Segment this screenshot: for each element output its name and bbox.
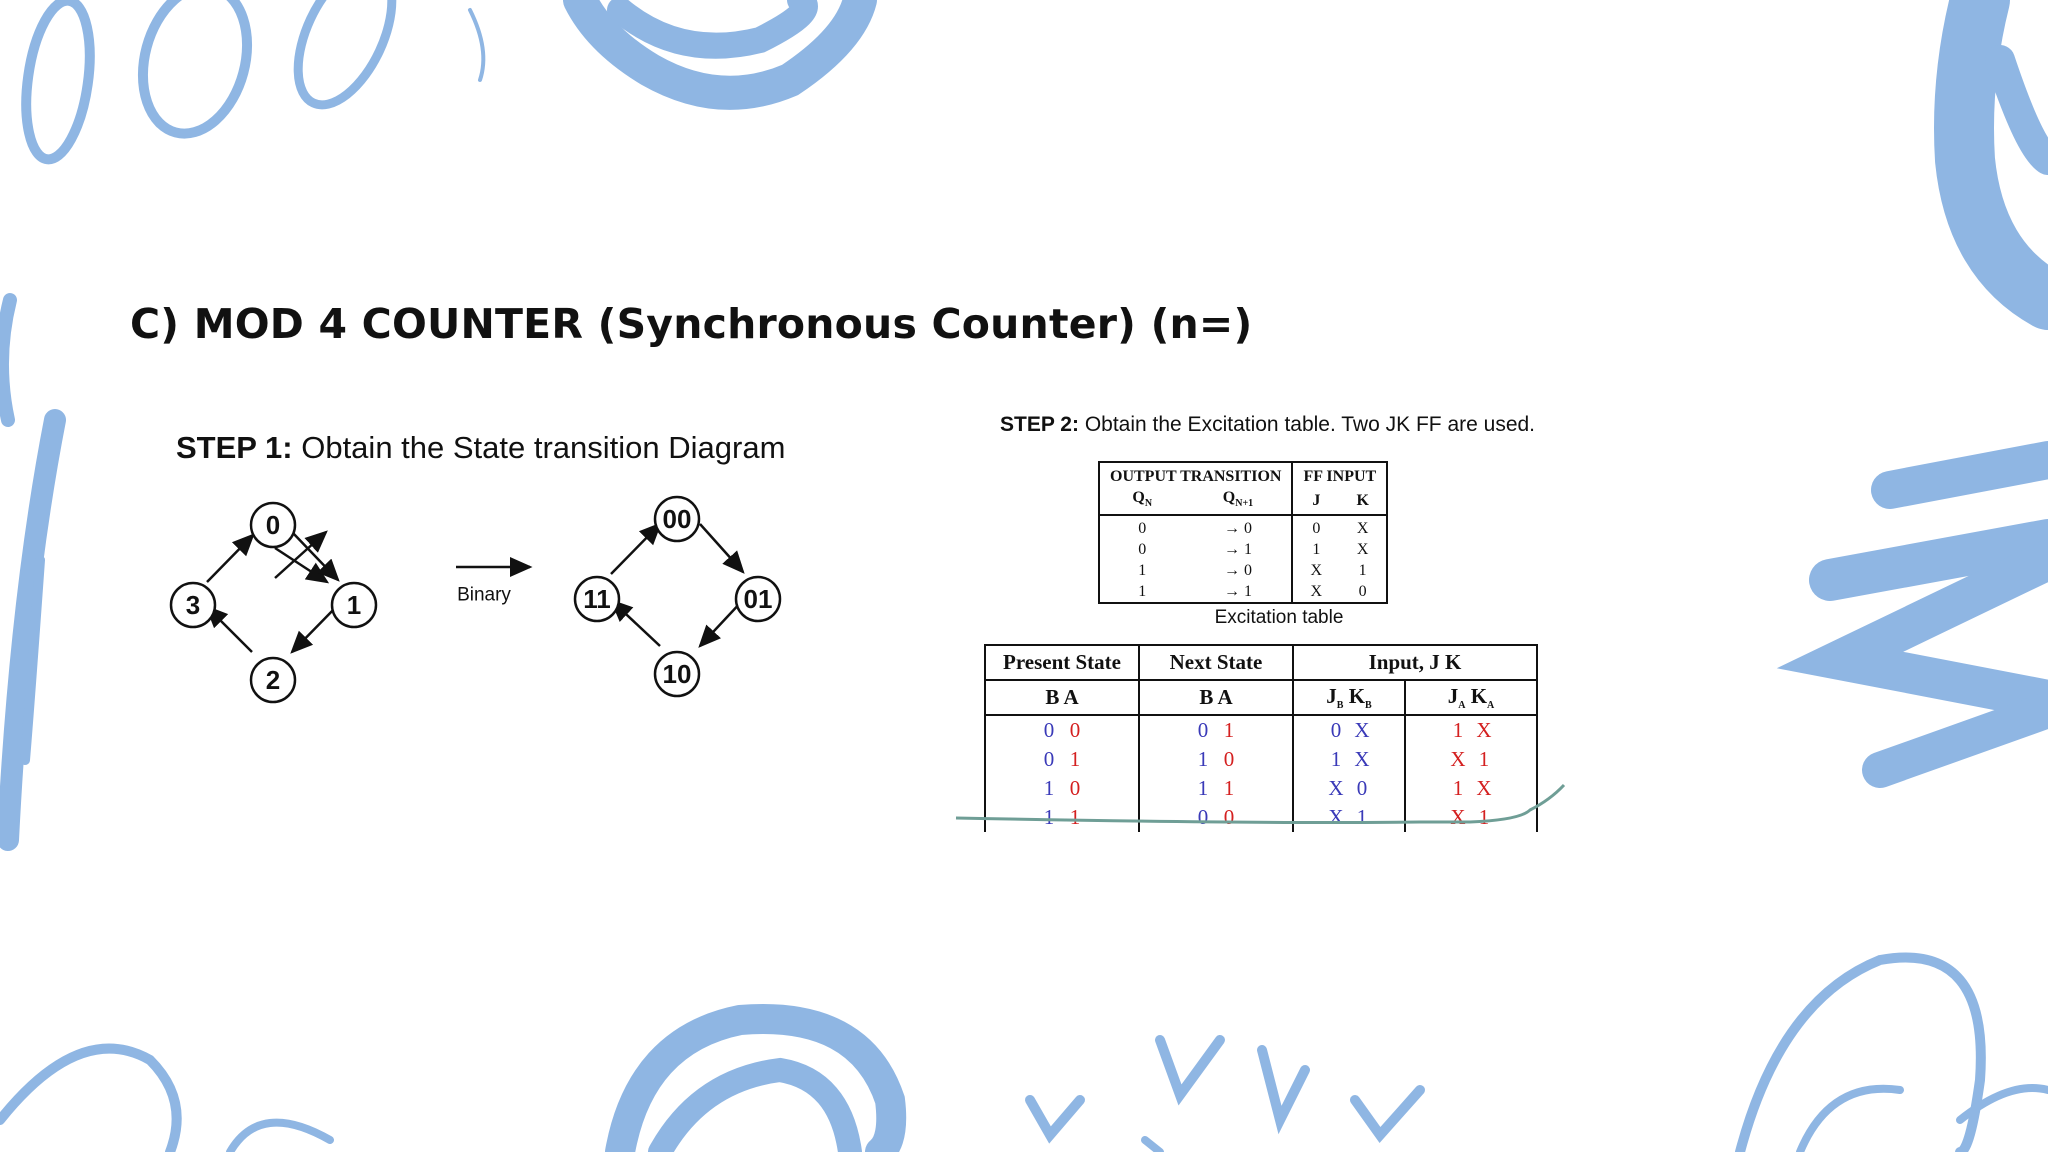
arrow-icon: → — [1223, 541, 1244, 559]
arrow-icon: → — [1223, 562, 1244, 580]
state-value: 1 — [1478, 805, 1490, 829]
state-value: 1 — [1223, 776, 1235, 800]
col-next-state: Next State — [1139, 645, 1293, 680]
exc-row — [1099, 581, 1387, 603]
exc-value: 0 — [1138, 520, 1147, 538]
state-value: X — [1476, 718, 1492, 742]
state-value: 0 — [1069, 776, 1081, 800]
exc-cell — [1292, 515, 1339, 539]
transition-arrow — [612, 601, 660, 646]
state-value: 0 — [1197, 805, 1209, 829]
state-label: 10 — [662, 659, 692, 689]
state-value: 0 — [1223, 747, 1235, 771]
exc-value: 1 — [1243, 583, 1252, 601]
exc-value: 1 — [1358, 562, 1367, 580]
exc-cell — [1099, 515, 1184, 539]
state-value: X — [1450, 805, 1466, 829]
state-value: 0 — [1043, 747, 1055, 771]
state-value: 1 — [1043, 776, 1055, 800]
state-label: 1 — [346, 590, 362, 620]
exc-row — [1099, 515, 1387, 539]
exc-value: 0 — [1312, 520, 1321, 538]
state-value: 1 — [1043, 805, 1055, 829]
exc-sub-k: K — [1339, 487, 1387, 515]
exc-value: 0 — [1138, 541, 1147, 559]
exc-value: X — [1356, 520, 1369, 538]
step1-text: Obtain the State transition Diagram — [301, 430, 786, 465]
state-value: 0 — [1043, 718, 1055, 742]
state-value: X — [1354, 747, 1370, 771]
state-value: 1 — [1069, 747, 1081, 771]
exc-sub-j: J — [1292, 487, 1339, 515]
state-transition-diagram — [150, 480, 830, 730]
sub-next-ba: B A — [1139, 680, 1293, 715]
state-value: 0 — [1197, 718, 1209, 742]
state-label: 00 — [662, 504, 692, 534]
state-table-frame — [950, 640, 1650, 840]
state-value: 1 — [1223, 718, 1235, 742]
col-input-jk: Input, J K — [1293, 645, 1537, 680]
state-value: 1 — [1197, 776, 1209, 800]
arrow-icon: → — [1223, 520, 1244, 538]
step2-heading — [1000, 413, 1535, 437]
exc-value: 0 — [1358, 583, 1367, 601]
page-title: C) MOD 4 COUNTER (Synchronous Counter) (n=) — [130, 300, 1253, 348]
exc-sub-qn1: $Q_{N+1}$ — [1184, 487, 1292, 515]
step1-heading — [176, 430, 785, 466]
exc-cell — [1099, 560, 1184, 581]
exc-value: X — [1356, 541, 1369, 559]
exc-cell — [1184, 560, 1292, 581]
sub-ja-ka: $J_A$ $K_A$ — [1405, 680, 1537, 715]
state-value: X — [1476, 776, 1492, 800]
state-value: X — [1328, 805, 1344, 829]
state-value: 1 — [1452, 718, 1464, 742]
state-label: 0 — [265, 510, 281, 540]
state-value: 0 — [1069, 718, 1081, 742]
exc-cell — [1184, 539, 1292, 560]
sub-present-ba: B A — [985, 680, 1139, 715]
col-present-state: Present State — [985, 645, 1139, 680]
exc-header-ff-input: FF INPUT — [1292, 462, 1387, 487]
exc-value: 0 — [1243, 520, 1252, 538]
exc-header-output: OUTPUT TRANSITION — [1110, 468, 1282, 485]
state-label: 3 — [185, 590, 201, 620]
exc-cell — [1292, 539, 1339, 560]
exc-cell — [1099, 581, 1184, 603]
state-value: 1 — [1197, 747, 1209, 771]
exc-cell — [1292, 581, 1339, 603]
step1-label: STEP 1: — [176, 430, 293, 465]
excitation-table — [1098, 461, 1388, 604]
sub-jb-kb: $J_B$ $K_B$ — [1293, 680, 1405, 715]
exc-cell — [1099, 539, 1184, 560]
exc-cell — [1339, 560, 1387, 581]
exc-value: 0 — [1243, 562, 1252, 580]
exc-cell — [1339, 515, 1387, 539]
transition-arrow — [207, 535, 253, 582]
state-value: 0 — [1223, 805, 1235, 829]
state-label: 11 — [583, 584, 611, 614]
transition-arrow — [292, 605, 338, 652]
state-value: X — [1450, 747, 1466, 771]
exc-value: 1 — [1138, 562, 1147, 580]
exc-cell — [1292, 560, 1339, 581]
exc-cell — [1339, 581, 1387, 603]
state-value: 1 — [1452, 776, 1464, 800]
state-value: 0 — [1356, 776, 1368, 800]
transition-arrow — [700, 524, 743, 572]
binary-arrow-label: Binary — [457, 584, 511, 606]
state-label: 01 — [743, 584, 773, 614]
exc-value: 1 — [1138, 583, 1147, 601]
exc-row — [1099, 560, 1387, 581]
state-value: 1 — [1330, 747, 1342, 771]
state-value: X — [1354, 718, 1370, 742]
state-value: X — [1328, 776, 1344, 800]
state-value: 1 — [1069, 805, 1081, 829]
exc-value: 1 — [1243, 541, 1252, 559]
excitation-caption: Excitation table — [1214, 607, 1344, 628]
exc-value: X — [1310, 583, 1323, 601]
state-label: 2 — [265, 665, 281, 695]
arrow-icon: → — [1223, 583, 1244, 601]
exc-cell — [1339, 539, 1387, 560]
transition-arrow — [611, 524, 660, 574]
exc-value: X — [1310, 562, 1323, 580]
exc-cell — [1184, 581, 1292, 603]
exc-sub-qn: $Q_N$ — [1099, 487, 1184, 515]
exc-value: 1 — [1312, 541, 1321, 559]
teal-underline — [950, 640, 1650, 840]
step2-label: STEP 2: — [1000, 413, 1079, 436]
exc-row — [1099, 539, 1387, 560]
step2-text: Obtain the Excitation table. Two JK FF are used. — [1084, 413, 1536, 436]
state-value: 0 — [1330, 718, 1342, 742]
state-value: 1 — [1478, 747, 1490, 771]
state-value: 1 — [1356, 805, 1368, 829]
exc-cell — [1184, 515, 1292, 539]
